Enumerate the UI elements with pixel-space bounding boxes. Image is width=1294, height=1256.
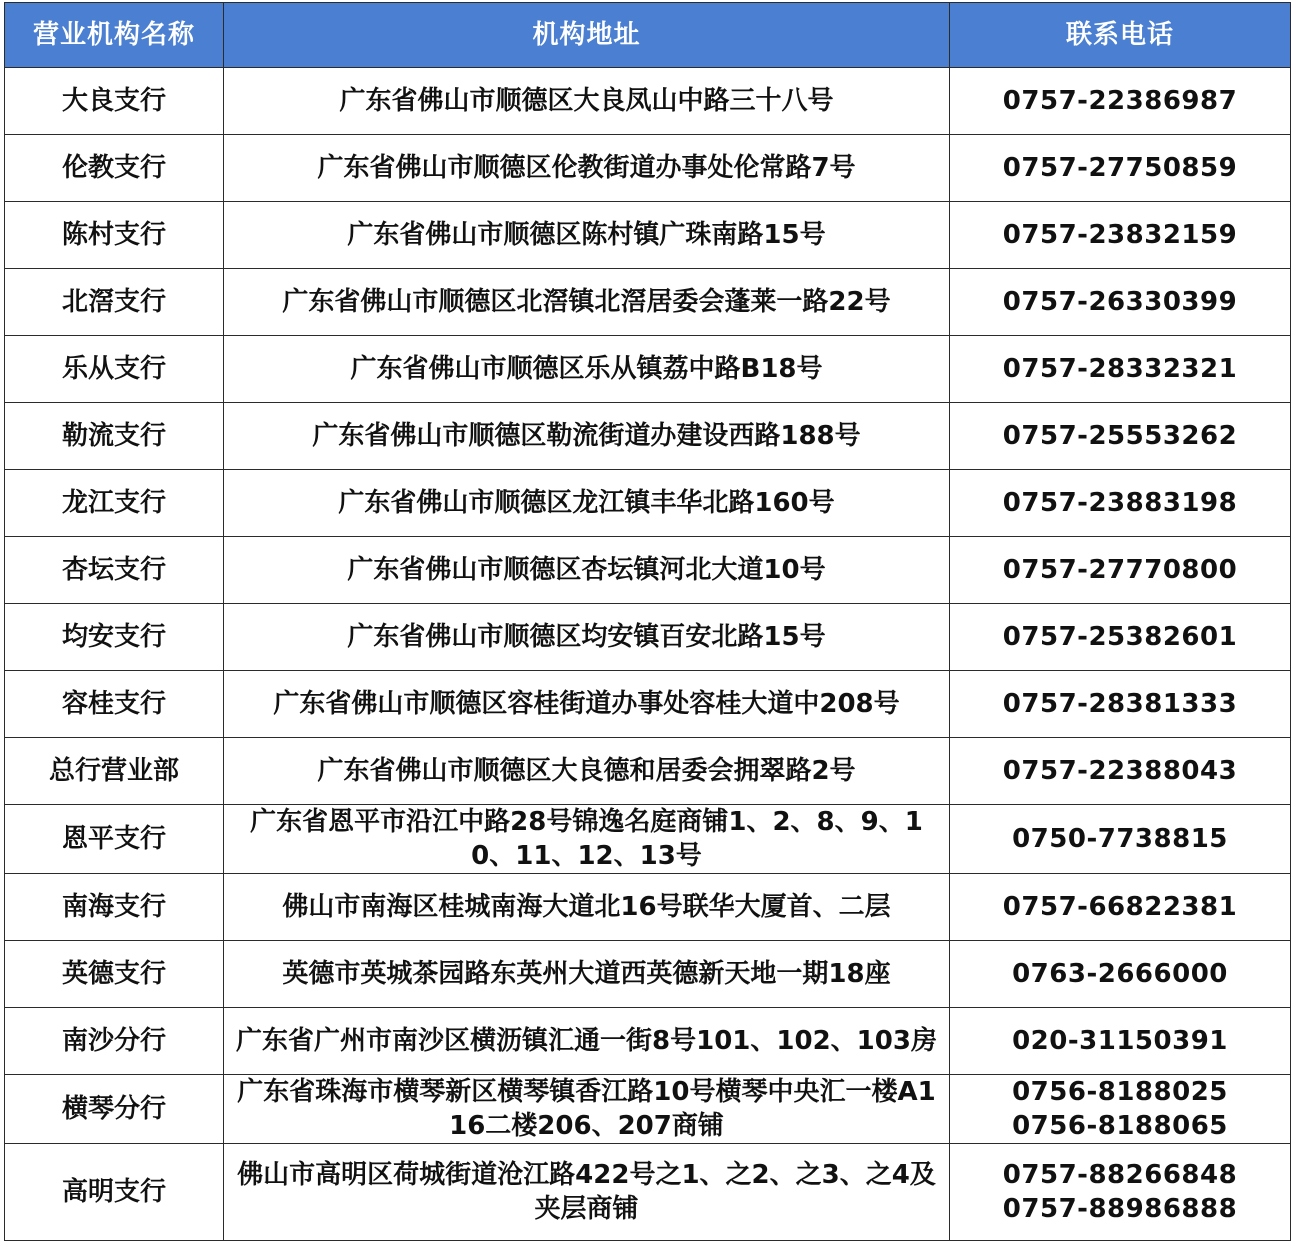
branch-address: 佛山市高明区荷城街道沧江路422号之1、之2、之3、之4及夹层商铺 — [224, 1144, 950, 1241]
table-row — [5, 537, 1291, 604]
branch-phone: 020-31150391 — [950, 1008, 1291, 1075]
branch-phone: 0757-27770800 — [950, 537, 1291, 604]
branch-address: 佛山市南海区桂城南海大道北16号联华大厦首、二层 — [224, 874, 950, 941]
branch-name: 北滘支行 — [5, 269, 224, 336]
branch-phone: 0757-66822381 — [950, 874, 1291, 941]
table-row — [5, 738, 1291, 805]
table-row — [5, 941, 1291, 1008]
header-address: 机构地址 — [224, 3, 950, 68]
branch-phone-line-1: 0757-88266848 — [1002, 1160, 1238, 1190]
branch-address: 广东省佛山市顺德区大良德和居委会拥翠路2号 — [224, 738, 950, 805]
branch-address: 广东省恩平市沿江中路28号锦逸名庭商铺1、2、8、9、10、11、12、13号 — [224, 805, 950, 874]
branch-name: 南海支行 — [5, 874, 224, 941]
branch-name: 伦教支行 — [5, 135, 224, 202]
branch-phone: 0757-22388043 — [950, 738, 1291, 805]
branch-address: 广东省佛山市顺德区均安镇百安北路15号 — [224, 604, 950, 671]
table-row — [5, 671, 1291, 738]
branch-phone: 0763-2666000 — [950, 941, 1291, 1008]
branch-name: 龙江支行 — [5, 470, 224, 537]
branch-phone: 0757-23832159 — [950, 202, 1291, 269]
table-row — [5, 1008, 1291, 1075]
branch-phone: 0750-7738815 — [950, 805, 1291, 874]
branch-phone-line-1: 0756-8188025 — [1012, 1077, 1228, 1107]
branch-name: 大良支行 — [5, 68, 224, 135]
branch-phone: 0757-25553262 — [950, 403, 1291, 470]
branch-phone: 0757-28332321 — [950, 336, 1291, 403]
table-row — [5, 202, 1291, 269]
table-body — [5, 68, 1291, 1241]
table-row — [5, 805, 1291, 874]
branch-phone-line-2: 0756-8188065 — [1012, 1111, 1228, 1141]
branch-name: 高明支行 — [5, 1144, 224, 1241]
table-row — [5, 269, 1291, 336]
branch-address: 广东省佛山市顺德区大良凤山中路三十八号 — [224, 68, 950, 135]
branch-address: 广东省佛山市顺德区伦教街道办事处伦常路7号 — [224, 135, 950, 202]
table-row — [5, 1144, 1291, 1241]
table-row — [5, 135, 1291, 202]
branch-phone: 0757-23883198 — [950, 470, 1291, 537]
branch-address: 广东省广州市南沙区横沥镇汇通一街8号101、102、103房 — [224, 1008, 950, 1075]
branch-address: 英德市英城茶园路东英州大道西英德新天地一期18座 — [224, 941, 950, 1008]
branch-phone — [950, 1075, 1291, 1144]
table-row — [5, 874, 1291, 941]
table-row — [5, 1075, 1291, 1144]
branch-address: 广东省佛山市顺德区陈村镇广珠南路15号 — [224, 202, 950, 269]
branch-phone: 0757-26330399 — [950, 269, 1291, 336]
header-phone: 联系电话 — [950, 3, 1291, 68]
branch-name: 恩平支行 — [5, 805, 224, 874]
branch-phone: 0757-27750859 — [950, 135, 1291, 202]
table-row — [5, 336, 1291, 403]
branch-name: 英德支行 — [5, 941, 224, 1008]
table-row — [5, 403, 1291, 470]
branch-phone-line-2: 0757-88986888 — [1002, 1194, 1238, 1224]
branch-address: 广东省佛山市顺德区杏坛镇河北大道10号 — [224, 537, 950, 604]
table-header — [5, 3, 1291, 68]
branch-address: 广东省珠海市横琴新区横琴镇香江路10号横琴中央汇一楼A116二楼206、207商铺 — [224, 1075, 950, 1144]
header-row — [5, 3, 1291, 68]
branch-phone — [950, 1144, 1291, 1241]
branch-name: 南沙分行 — [5, 1008, 224, 1075]
branch-name: 乐从支行 — [5, 336, 224, 403]
branch-address: 广东省佛山市顺德区北滘镇北滘居委会蓬莱一路22号 — [224, 269, 950, 336]
branch-phone: 0757-25382601 — [950, 604, 1291, 671]
branch-address: 广东省佛山市顺德区容桂街道办事处容桂大道中208号 — [224, 671, 950, 738]
branch-address: 广东省佛山市顺德区勒流街道办建设西路188号 — [224, 403, 950, 470]
branch-name: 陈村支行 — [5, 202, 224, 269]
branch-name: 均安支行 — [5, 604, 224, 671]
table-row — [5, 470, 1291, 537]
branch-name: 容桂支行 — [5, 671, 224, 738]
branch-name: 横琴分行 — [5, 1075, 224, 1144]
branch-name: 勒流支行 — [5, 403, 224, 470]
table-row — [5, 604, 1291, 671]
table-row — [5, 68, 1291, 135]
branch-name: 总行营业部 — [5, 738, 224, 805]
header-name: 营业机构名称 — [5, 3, 224, 68]
branch-table — [4, 2, 1291, 1241]
branch-address: 广东省佛山市顺德区乐从镇荔中路B18号 — [224, 336, 950, 403]
branch-address: 广东省佛山市顺德区龙江镇丰华北路160号 — [224, 470, 950, 537]
branch-phone: 0757-22386987 — [950, 68, 1291, 135]
branch-name: 杏坛支行 — [5, 537, 224, 604]
branch-phone: 0757-28381333 — [950, 671, 1291, 738]
